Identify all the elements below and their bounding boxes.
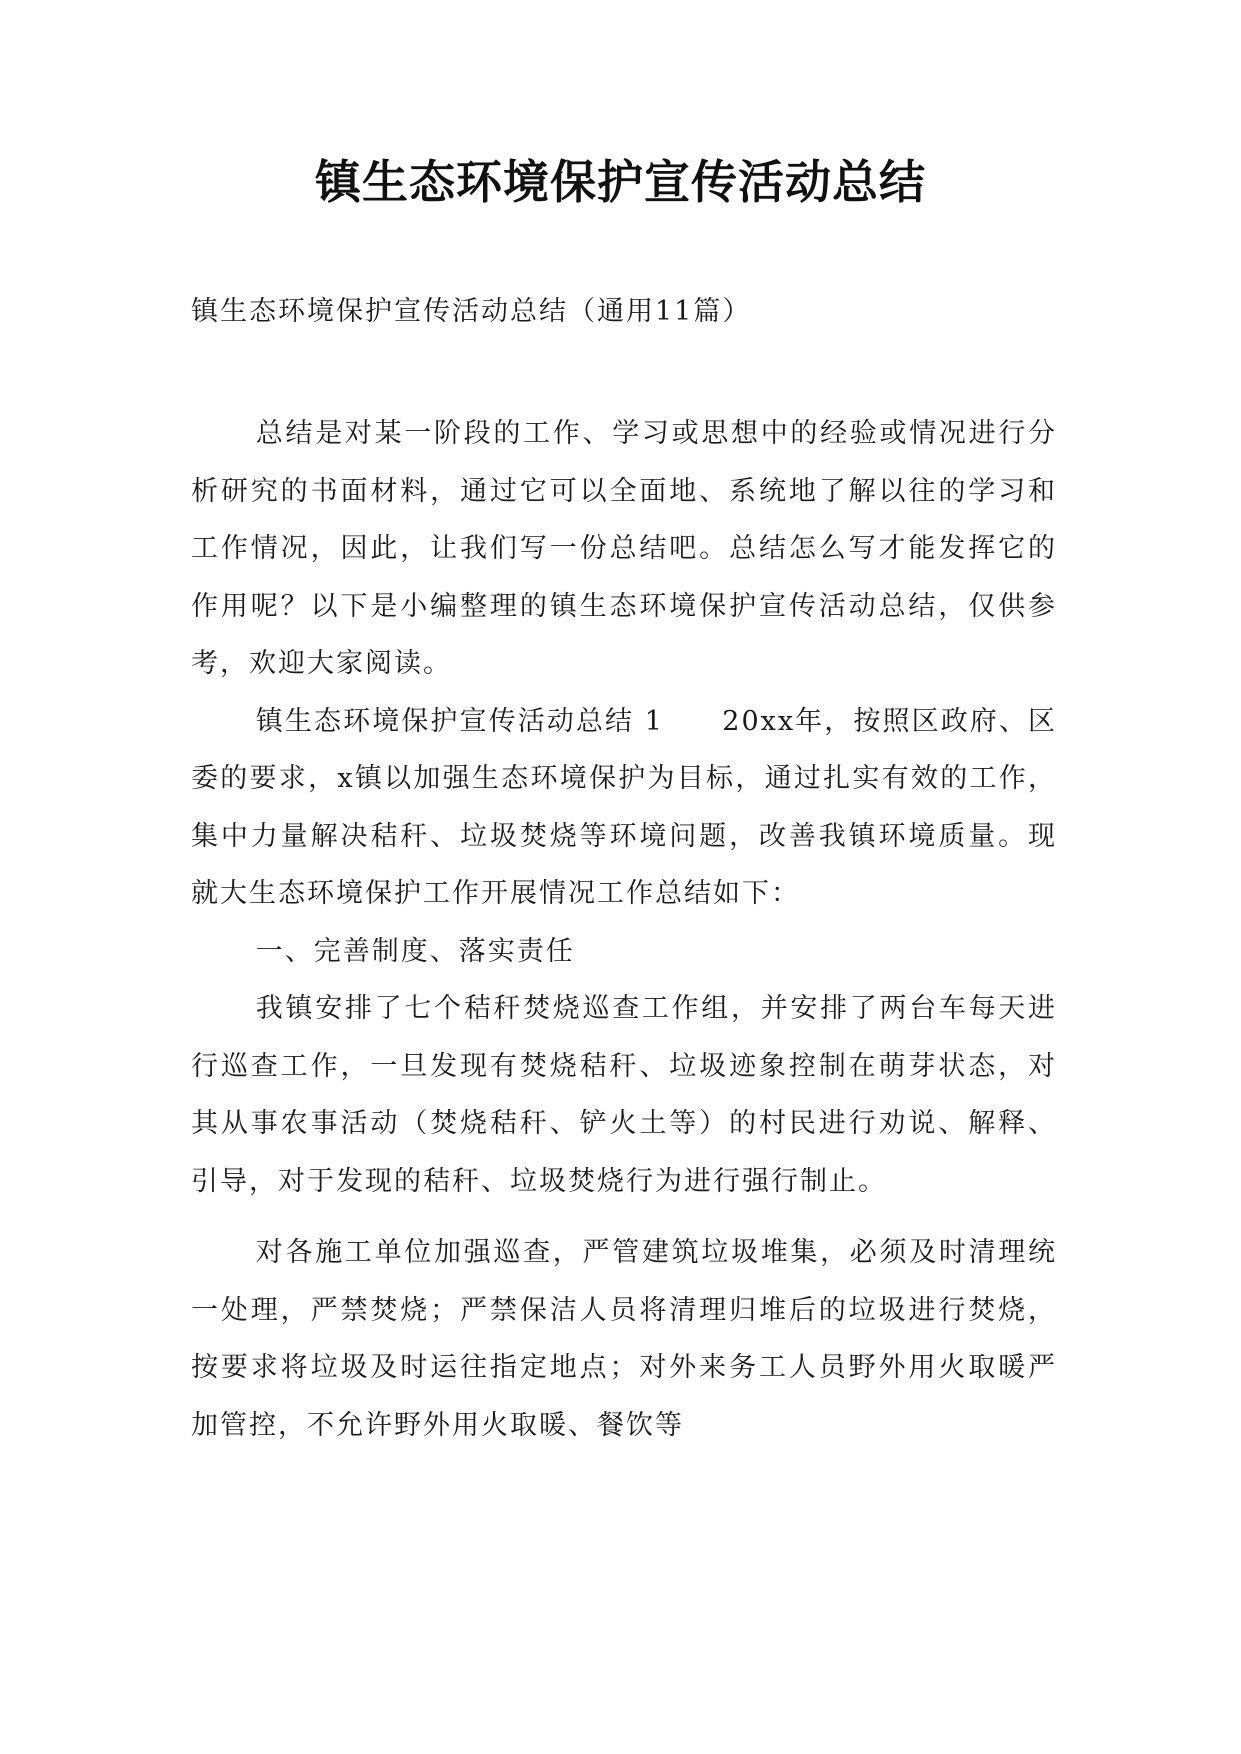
body-paragraph: 我镇安排了七个秸秆焚烧巡查工作组，并安排了两台车每天进行巡查工作，一旦发现有焚烧秸秆、垃圾迹象控制在萌芽状态，对其从事农事活动（焚烧秸秆、铲火土等）的村民进行劝说、解释、引导，对于发现的秸秆、垃圾焚烧行为进行强行制止。 <box>191 993 1057 1197</box>
section-heading: 一、完善制度、落实责任 <box>255 935 575 967</box>
document-subtitle: 镇生态环境保护宣传活动总结（通用11篇） <box>191 296 752 327</box>
document-title: 镇生态环境保护宣传活动总结 <box>315 155 926 209</box>
body-paragraph: 镇生态环境保护宣传活动总结 1 20xx年，按照区政府、区委的要求，x镇以加强生态环境保护为目标，通过扎实有效的工作，集中力量解决秸秆、垃圾焚烧等环境问题，改善我镇环境质量。现就大生态环境保护工作开展情况工作总结如下： <box>191 705 1057 909</box>
intro-paragraph: 总结是对某一阶段的工作、学习或思想中的经验或情况进行分析研究的书面材料，通过它可以全面地、系统地了解以往的学习和工作情况，因此，让我们写一份总结吧。总结怎么写才能发挥它的作用呢？以下是小编整理的镇生态环境保护宣传活动总结，仅供参考，欢迎大家阅读。 <box>191 418 1057 679</box>
document-body <box>191 405 1057 1454</box>
body-paragraph: 对各施工单位加强巡查，严管建筑垃圾堆集，必须及时清理统一处理，严禁焚烧；严禁保洁人员将清理归堆后的垃圾进行焚烧，按要求将垃圾及时运往指定地点；对外来务工人员野外用火取暖严加管控，不允许野外用火取暖、餐饮等 <box>191 1237 1057 1441</box>
